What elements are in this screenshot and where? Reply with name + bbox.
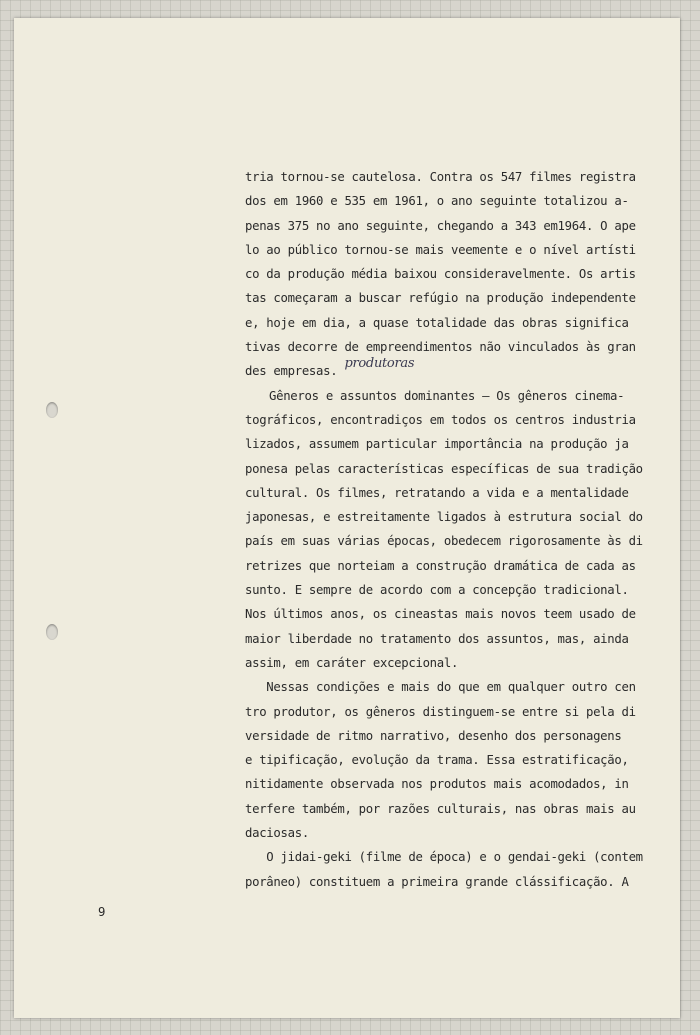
text-line: tivas decorre de empreendimentos não vinculados às gran	[245, 340, 636, 355]
text-line: assim, em caráter excepcional.	[245, 655, 459, 670]
text-line: O jidai-geki (filme de época) e o gendai-geki (contem	[245, 850, 643, 865]
text-line-with-insert	[245, 356, 645, 383]
text-fragment: des empresas.	[245, 364, 338, 379]
text-line: retrizes que norteiam a construção dramática de cada as	[245, 558, 636, 573]
text-line: lizados, assumem particular importância na produção ja	[245, 437, 629, 452]
body-text	[245, 165, 645, 894]
text-line: tro produtor, os gêneros distinguem-se entre si pela di	[245, 704, 636, 719]
text-line: e tipificação, evolução da trama. Essa estratificação,	[245, 753, 629, 768]
text-line: Nos últimos anos, os cineastas mais novos teem usado de	[245, 607, 636, 622]
text-line: ponesa pelas características específicas de sua tradição	[245, 461, 643, 476]
text-line: versidade de ritmo narrativo, desenho dos personagens	[245, 728, 622, 743]
section-heading-line: Gêneros e assuntos dominantes — Os gêneros cinema-	[269, 388, 625, 403]
text-line: daciosas.	[245, 826, 309, 841]
text-line: cultural. Os filmes, retratando a vida e a mentalidade	[245, 485, 629, 500]
text-line: terfere também, por razões culturais, nas obras mais au	[245, 801, 636, 816]
text-line: e, hoje em dia, a quase totalidade das obras significa	[245, 315, 629, 330]
punch-hole	[46, 624, 58, 640]
text-line: penas 375 no ano seguinte, chegando a 343 em1964. O ape	[245, 218, 636, 233]
text-line: lo ao público tornou-se mais veemente e o nível artísti	[245, 242, 636, 257]
page-number: 9	[98, 905, 106, 919]
text-line: tria tornou-se cautelosa. Contra os 547 filmes registra	[245, 170, 636, 184]
text-line: co da produção média baixou consideravelmente. Os artis	[245, 267, 636, 282]
text-line: maior liberdade no tratamento dos assuntos, mas, ainda	[245, 631, 629, 646]
handwritten-insert: produtoras	[344, 356, 415, 372]
text-line: país em suas várias épocas, obedecem rigorosamente às di	[245, 534, 643, 549]
text-line: sunto. E sempre de acordo com a concepção tradicional.	[245, 583, 629, 598]
text-line: porâneo) constituem a primeira grande clássificação. A	[245, 874, 629, 889]
text-line: tas começaram a buscar refúgio na produção independente	[245, 291, 636, 306]
punch-hole	[46, 402, 58, 418]
text-line: dos em 1960 e 535 em 1961, o ano seguinte totalizou a-	[245, 194, 629, 209]
text-line: japonesas, e estreitamente ligados à estrutura social do	[245, 510, 643, 525]
text-line: tográficos, encontradiços em todos os centros industria	[245, 412, 636, 427]
text-line: nitidamente observada nos produtos mais acomodados, in	[245, 777, 629, 792]
text-line: Nessas condições e mais do que em qualquer outro cen	[245, 680, 636, 695]
